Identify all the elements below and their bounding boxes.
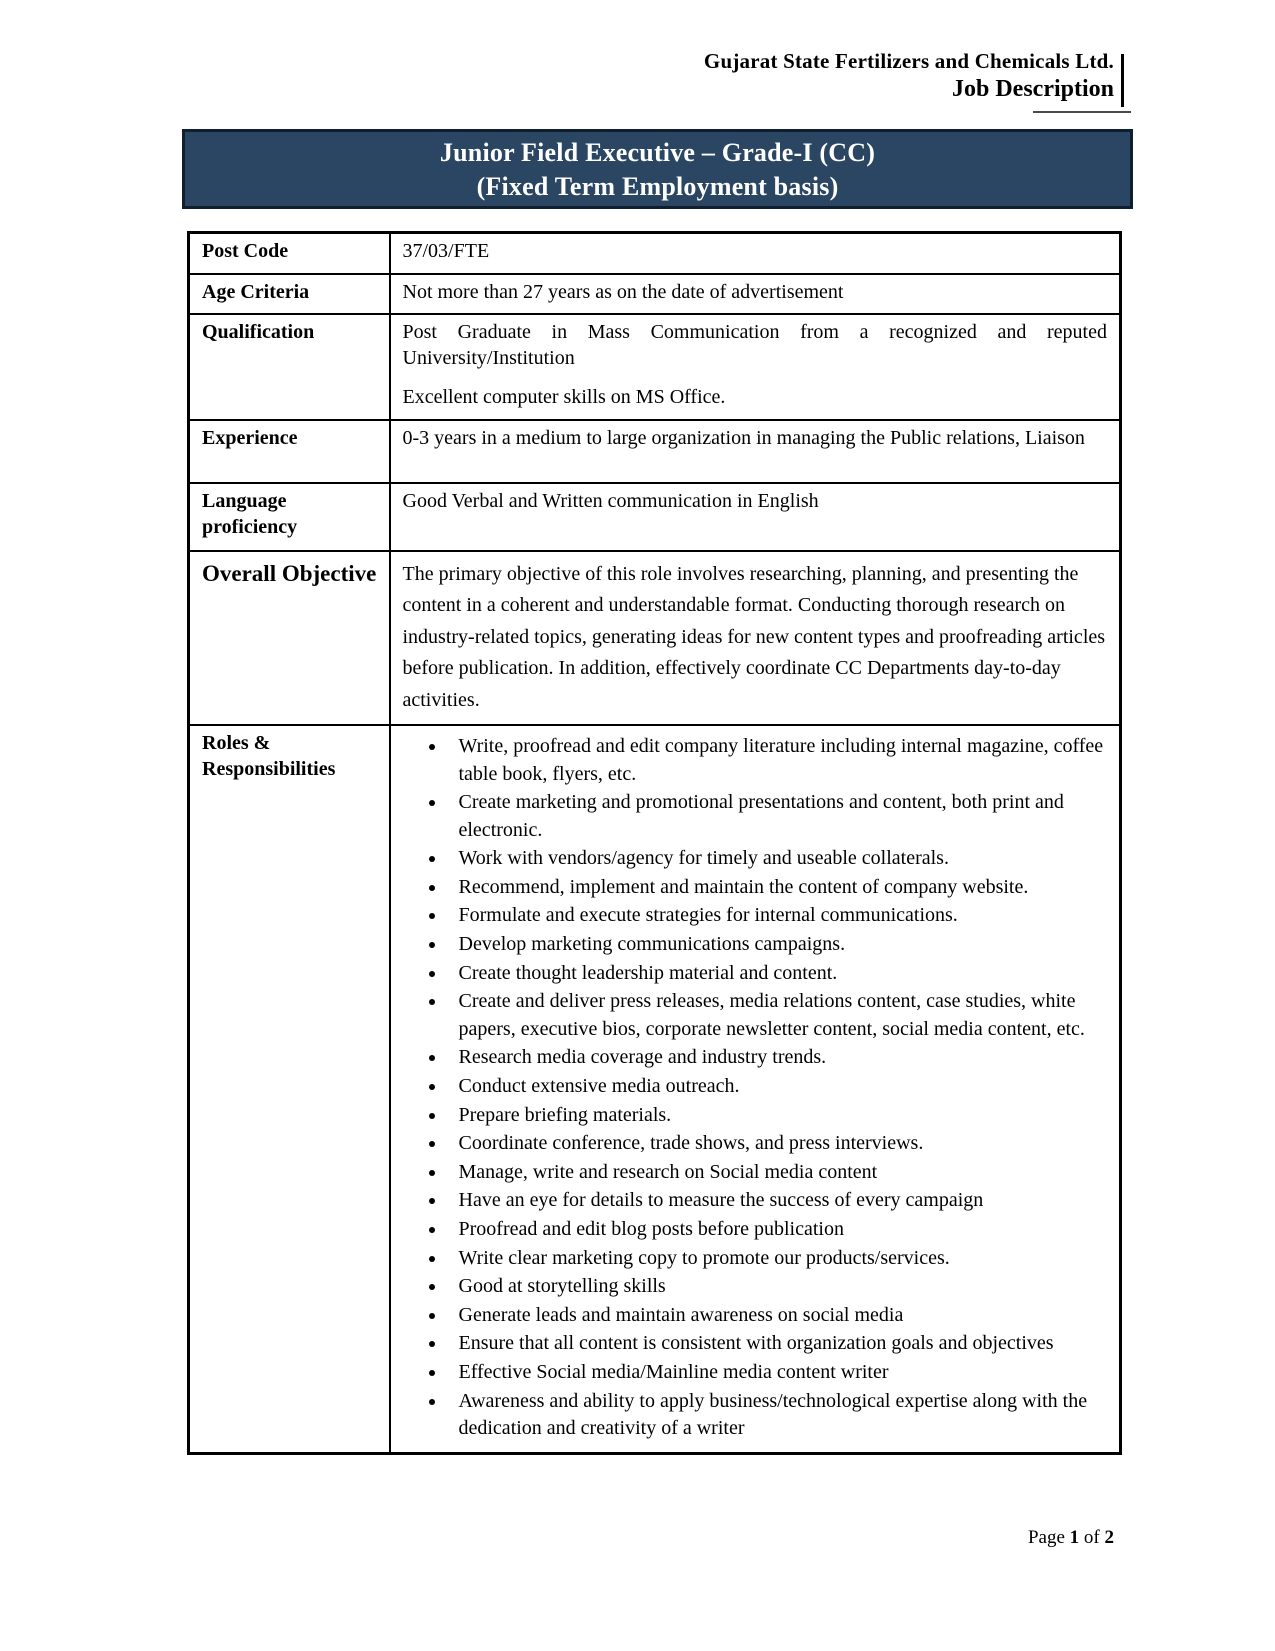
row-label: Roles & Responsibilities bbox=[189, 725, 390, 1453]
doc-type-title: Job Description bbox=[952, 76, 1114, 102]
header-divider-bar bbox=[1121, 54, 1124, 107]
responsibility-item: • Awareness and ability to apply business/technological expertise along with the dedication and creativity of a writer bbox=[447, 1388, 1108, 1443]
page-header bbox=[0, 48, 1114, 104]
responsibility-item: • Manage, write and research on Social media content bbox=[447, 1159, 1108, 1187]
table-row bbox=[189, 483, 1121, 551]
row-label: Language proficiency bbox=[189, 483, 390, 551]
responsibility-item: • Conduct extensive media outreach. bbox=[447, 1073, 1108, 1101]
table-row bbox=[189, 420, 1121, 483]
table-row bbox=[189, 551, 1121, 725]
footer-total-pages: 2 bbox=[1104, 1527, 1114, 1548]
job-description-table bbox=[187, 231, 1122, 1455]
responsibility-item: • Ensure that all content is consistent with organization goals and objectives bbox=[447, 1330, 1108, 1358]
row-label: Post Code bbox=[189, 233, 390, 274]
footer-word-page: Page bbox=[1027, 1527, 1065, 1548]
responsibility-item: • Create and deliver press releases, media relations content, case studies, white papers, executive bios, corporate newsletter content, social media content, etc. bbox=[447, 988, 1108, 1043]
responsibility-item: • Work with vendors/agency for timely and useable collaterals. bbox=[447, 845, 1108, 873]
responsibility-item: • Create marketing and promotional presentations and content, both print and electronic. bbox=[447, 789, 1108, 844]
row-label: Overall Objective bbox=[189, 551, 390, 725]
row-value bbox=[390, 314, 1121, 420]
responsibility-item: • Write, proofread and edit company literature including internal magazine, coffee table book, flyers, etc. bbox=[447, 733, 1108, 788]
table-row bbox=[189, 314, 1121, 420]
responsibility-item: • Generate leads and maintain awareness on social media bbox=[447, 1302, 1108, 1330]
responsibility-item: • Research media coverage and industry trends. bbox=[447, 1044, 1108, 1072]
footer-page-number: 1 bbox=[1069, 1527, 1080, 1548]
responsibility-item: • Have an eye for details to measure the success of every campaign bbox=[447, 1187, 1108, 1215]
row-value bbox=[390, 233, 1121, 274]
value-paragraph: 37/03/FTE bbox=[402, 240, 490, 262]
value-paragraph: Post Graduate in Mass Communication from a recognized and reputed University/Institution bbox=[402, 321, 1107, 369]
responsibility-item: • Effective Social media/Mainline media content writer bbox=[447, 1359, 1108, 1387]
title-banner bbox=[182, 129, 1133, 209]
responsibility-item: • Formulate and execute strategies for internal communications. bbox=[447, 902, 1108, 930]
page-footer bbox=[0, 1527, 1114, 1549]
footer-word-of: of bbox=[1083, 1527, 1100, 1548]
value-paragraph: Good Verbal and Written communication in English bbox=[402, 489, 819, 512]
value-paragraph: 0-3 years in a medium to large organization in managing the Public relations, Liaison bbox=[402, 426, 1085, 449]
responsibilities-list bbox=[403, 733, 1108, 1443]
row-value bbox=[390, 274, 1121, 315]
row-value bbox=[390, 483, 1121, 551]
responsibility-item: • Write clear marketing copy to promote our products/services. bbox=[447, 1245, 1108, 1273]
responsibility-item: • Develop marketing communications campaigns. bbox=[447, 931, 1108, 959]
row-value bbox=[390, 420, 1121, 483]
row-value bbox=[390, 551, 1121, 725]
responsibility-item: • Proofread and edit blog posts before publication bbox=[447, 1216, 1108, 1244]
row-label: Qualification bbox=[189, 314, 390, 420]
value-paragraph: The primary objective of this role involves researching, planning, and presenting the content in a coherent and understandable format. Conducting thorough research on industry-related topics, generating ideas for new content types and proofreading articles before publication. In addition, effectively coordinate CC Departments day-to-day activities. bbox=[402, 562, 1106, 711]
header-underline bbox=[1033, 111, 1131, 113]
row-value bbox=[390, 725, 1121, 1453]
row-label: Experience bbox=[189, 420, 390, 483]
table-row bbox=[189, 274, 1121, 315]
row-label: Age Criteria bbox=[189, 274, 390, 315]
company-name: Gujarat State Fertilizers and Chemicals Ltd. bbox=[703, 49, 1114, 73]
value-paragraph: Not more than 27 years as on the date of advertisement bbox=[402, 280, 844, 303]
table-row bbox=[189, 233, 1121, 274]
value-paragraph: Excellent computer skills on MS Office. bbox=[402, 386, 726, 409]
responsibility-item: • Prepare briefing materials. bbox=[447, 1102, 1108, 1130]
responsibility-item: • Good at storytelling skills bbox=[447, 1273, 1108, 1301]
table-row bbox=[189, 725, 1121, 1453]
responsibility-item: • Create thought leadership material and content. bbox=[447, 960, 1108, 988]
responsibility-item: • Coordinate conference, trade shows, and press interviews. bbox=[447, 1130, 1108, 1158]
banner-title-line2: (Fixed Term Employment basis) bbox=[476, 172, 839, 201]
responsibility-item: • Recommend, implement and maintain the content of company website. bbox=[447, 874, 1108, 902]
banner-title-line1: Junior Field Executive – Grade-I (CC) bbox=[439, 138, 876, 167]
job-table-body bbox=[189, 233, 1121, 1454]
